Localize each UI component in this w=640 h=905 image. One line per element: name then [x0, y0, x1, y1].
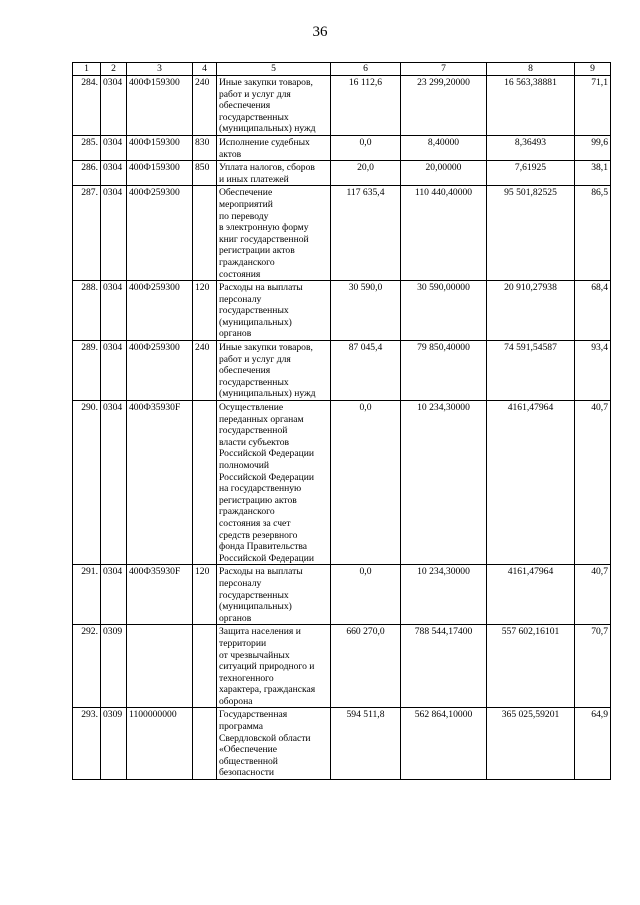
column-header: 2: [101, 63, 127, 76]
value-col-8: 74 591,54587: [487, 341, 575, 401]
value-col-7: 79 850,40000: [401, 341, 487, 401]
table-row: [73, 161, 611, 186]
section-code: 0304: [101, 281, 127, 341]
row-number: 293.: [73, 708, 101, 780]
column-header: 3: [127, 63, 193, 76]
value-col-8: 7,61925: [487, 161, 575, 186]
row-number: 290.: [73, 401, 101, 565]
expense-type-code: 240: [193, 76, 217, 136]
percent-col-9: 71,1: [575, 76, 611, 136]
row-number: 285.: [73, 135, 101, 160]
table-row: [73, 281, 611, 341]
target-article-code: 400Ф259300: [127, 341, 193, 401]
section-code: 0309: [101, 625, 127, 708]
expense-type-code: [193, 708, 217, 780]
expense-type-code: 120: [193, 565, 217, 625]
expense-name: Уплата налогов, сборов и иных платежей: [217, 161, 331, 186]
target-article-code: 400Ф159300: [127, 161, 193, 186]
expense-name: Иные закупки товаров, работ и услуг для обеспечения государственных (муниципальных) нужд: [217, 76, 331, 136]
budget-table: [72, 62, 611, 780]
target-article-code: 400Ф259300: [127, 186, 193, 281]
value-col-8: 365 025,59201: [487, 708, 575, 780]
value-col-8: 8,36493: [487, 135, 575, 160]
expense-name: Иные закупки товаров, работ и услуг для обеспечения государственных (муниципальных) нужд: [217, 341, 331, 401]
value-col-7: 20,00000: [401, 161, 487, 186]
percent-col-9: 38,1: [575, 161, 611, 186]
percent-col-9: 99,6: [575, 135, 611, 160]
row-number: 289.: [73, 341, 101, 401]
section-code: 0304: [101, 565, 127, 625]
value-col-6: 87 045,4: [331, 341, 401, 401]
section-code: 0304: [101, 76, 127, 136]
value-col-6: 0,0: [331, 135, 401, 160]
value-col-7: 10 234,30000: [401, 565, 487, 625]
expense-type-code: [193, 186, 217, 281]
expense-name: Исполнение судебных актов: [217, 135, 331, 160]
target-article-code: 400Ф35930F: [127, 401, 193, 565]
page-number: 36: [312, 24, 328, 40]
row-number: 288.: [73, 281, 101, 341]
expense-name: Расходы на выплаты персоналу государственных (муниципальных) органов: [217, 565, 331, 625]
percent-col-9: 70,7: [575, 625, 611, 708]
target-article-code: 400Ф259300: [127, 281, 193, 341]
percent-col-9: 68,4: [575, 281, 611, 341]
section-code: 0304: [101, 161, 127, 186]
expense-name: Защита населения и территории от чрезвычайных ситуаций природного и техногенного характера, гражданская оборона: [217, 625, 331, 708]
target-article-code: 400Ф159300: [127, 76, 193, 136]
column-header: 9: [575, 63, 611, 76]
row-number: 291.: [73, 565, 101, 625]
value-col-8: 95 501,82525: [487, 186, 575, 281]
section-code: 0304: [101, 186, 127, 281]
column-header: 4: [193, 63, 217, 76]
value-col-7: 110 440,40000: [401, 186, 487, 281]
value-col-8: 557 602,16101: [487, 625, 575, 708]
target-article-code: 400Ф35930F: [127, 565, 193, 625]
table-row: [73, 341, 611, 401]
expense-type-code: [193, 401, 217, 565]
percent-col-9: 64,9: [575, 708, 611, 780]
row-number: 287.: [73, 186, 101, 281]
value-col-6: 30 590,0: [331, 281, 401, 341]
value-col-7: 562 864,10000: [401, 708, 487, 780]
value-col-7: 10 234,30000: [401, 401, 487, 565]
value-col-6: 20,0: [331, 161, 401, 186]
value-col-6: 0,0: [331, 401, 401, 565]
target-article-code: 400Ф159300: [127, 135, 193, 160]
value-col-6: 660 270,0: [331, 625, 401, 708]
value-col-8: 16 563,38881: [487, 76, 575, 136]
value-col-6: 594 511,8: [331, 708, 401, 780]
expense-name: Расходы на выплаты персоналу государственных (муниципальных) органов: [217, 281, 331, 341]
table-row: [73, 76, 611, 136]
column-header: 7: [401, 63, 487, 76]
row-number: 292.: [73, 625, 101, 708]
value-col-8: 4161,47964: [487, 401, 575, 565]
percent-col-9: 86,5: [575, 186, 611, 281]
section-code: 0304: [101, 135, 127, 160]
table-row: [73, 625, 611, 708]
value-col-6: 117 635,4: [331, 186, 401, 281]
expense-type-code: [193, 625, 217, 708]
column-header: 6: [331, 63, 401, 76]
value-col-7: 30 590,00000: [401, 281, 487, 341]
section-code: 0304: [101, 341, 127, 401]
value-col-6: 16 112,6: [331, 76, 401, 136]
table-row: [73, 135, 611, 160]
expense-type-code: 240: [193, 341, 217, 401]
table-header-row: [73, 63, 611, 76]
expense-type-code: 850: [193, 161, 217, 186]
value-col-8: 20 910,27938: [487, 281, 575, 341]
section-code: 0304: [101, 401, 127, 565]
percent-col-9: 40,7: [575, 565, 611, 625]
column-header: 8: [487, 63, 575, 76]
column-header: 1: [73, 63, 101, 76]
value-col-7: 788 544,17400: [401, 625, 487, 708]
expense-name: Государственная программа Свердловской области «Обеспечение общественной безопасности: [217, 708, 331, 780]
expense-type-code: 830: [193, 135, 217, 160]
table-row: [73, 401, 611, 565]
percent-col-9: 40,7: [575, 401, 611, 565]
target-article-code: [127, 625, 193, 708]
value-col-7: 8,40000: [401, 135, 487, 160]
row-number: 284.: [73, 76, 101, 136]
column-header: 5: [217, 63, 331, 76]
value-col-8: 4161,47964: [487, 565, 575, 625]
table-row: [73, 186, 611, 281]
section-code: 0309: [101, 708, 127, 780]
value-col-6: 0,0: [331, 565, 401, 625]
expense-name: Осуществление переданных органам государственной власти субъектов Российской Федерации полномочий Российской Федерации на государственную регистрацию актов гражданского состояния за счет средств резервного фонда Правительства Российской Федерации: [217, 401, 331, 565]
table-row: [73, 708, 611, 780]
percent-col-9: 93,4: [575, 341, 611, 401]
target-article-code: 1100000000: [127, 708, 193, 780]
row-number: 286.: [73, 161, 101, 186]
expense-type-code: 120: [193, 281, 217, 341]
table-row: [73, 565, 611, 625]
expense-name: Обеспечение мероприятий по переводу в электронную форму книг государственной регистрации актов гражданского состояния: [217, 186, 331, 281]
value-col-7: 23 299,20000: [401, 76, 487, 136]
